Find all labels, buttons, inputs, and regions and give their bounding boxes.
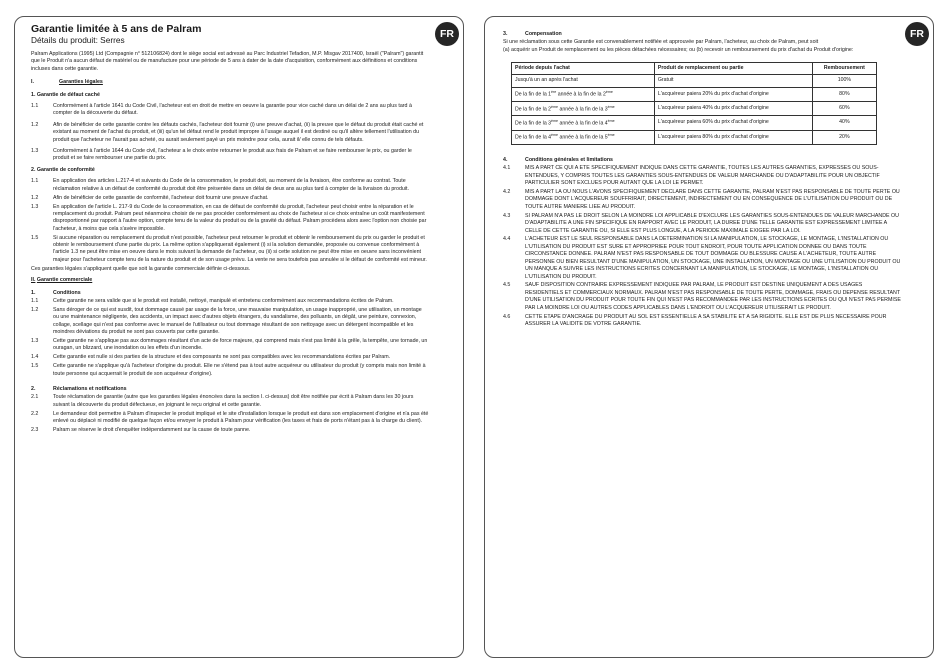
table-header-period: Période depuis l'achat [512,63,655,75]
language-badge: FR [435,22,459,46]
clause-number: 4.2 [503,189,511,196]
subsection-heading-hidden-defect: 1. Garantie de défaut caché [31,91,100,98]
table-cell-product: L'acquéreur paiera 80% du prix d'achat d'origine [654,130,812,144]
document-subtitle: Détails du produit: Serres [31,35,125,45]
clause-number: 1.5 [31,234,39,241]
clause [31,204,429,234]
subsection-heading-claims [31,386,429,393]
clause-number: 1.3 [31,148,39,155]
page-right [484,16,934,658]
section-title: Garanties légales [59,79,103,86]
table-row [512,101,877,115]
clause-number: 1.5 [31,363,39,370]
compensation-text-1: Si une réclamation sous cette Garantie est convenablement notifiée et approuvée par Palram, l'acheteur, au choix de Palram, peut soit [503,39,819,46]
clause-text: Le demandeur doit permettre à Palram d'inspecter le produit impliqué et le site d'installation lorsque le produit est dans son emplacement d'origine et n'a pas été enlevé ou déplacé ni modifié de quelque façon et/ou envoyer le produit à Palram pour vérification (les taxes et frais de ports n'étant pas à la charge du client). [53,410,429,425]
language-badge: FR [905,22,929,46]
section-title: Garantie commerciale [36,277,93,284]
clause [31,307,429,337]
table-cell-period: Jusqu'à un an après l'achat [512,75,655,87]
clause-text: Conformément à l'article 1641 du Code Civil, l'acheteur est en droit de mettre en oeuvre la garantie pour vice caché dans un délai de 2 ans au plus tard à compter de la découverte du défaut. [53,103,412,117]
clause-text: Cette garantie ne s'applique pas aux dommages résultant d'un acte de force majeure, qui comprend mais n'est pas limité à la grêle, la tempête, une tornade, un ouragan, un blizzard, une inondation ou les effets d'un incendie. [53,338,428,352]
table-cell-product: L'acquéreur paiera 40% du prix d'achat d'origine [654,101,812,115]
clause-text: Toute réclamation de garantie (autre que les garanties légales énoncées dans la section I. ci-dessus) doit être notifiée par écrit à Palram dans les 30 jours suivant la découverte du produit défectueux, en joignant le reçu original et cette garantie. [53,394,414,408]
subsection-number: 4. [503,156,508,163]
table-row [512,87,877,101]
clause [31,427,429,434]
clause [503,213,901,235]
subsection-number: 3. [503,31,508,37]
clause-text: MIS A PART CE QUI A ETE SPECIFIQUEMENT INDIQUE DANS CETTE GARANTIE, TOUTES LES AUTRES GARANTIES, EXPRESSES OU SOUS-ENTENDUES, Y COMPRIS TOUTES LES GARANTIES SOUS-ENTENDUES DE VALEUR MARCHANDE OU D'ADAPTABILITE POUR UN OBJECTIF PARTICULIER SONT EXCLUES POUR AUTANT QUE LA LOI LE PERMET. [525,165,880,187]
subsection-heading-conditions [31,290,429,297]
table-cell-refund: 40% [812,116,876,130]
clause [31,148,429,163]
table-cell-refund: 20% [812,130,876,144]
clause-text: Si aucune réparation ou remplacement du produit n'est possible, l'acheteur peut retourner le produit et obtenir le remboursement du prix ou garder le produit et obtenir le remboursement d'une partie du prix. La même option s'appliquerait également (i) si la solution demandée, proposée ou convenue conformément à l'article 1.3 ne peut être mise en oeuvre dans le mois suivant la demande de l'acheteur, ou (ii) si cette solution ne peut être mise en oeuvre sans inconvénient majeur pour l'acheteur compte tenu de la nature du produit et de son usage prévu. La vente ne sera toutefois pas annulée si le défaut de conformité est mineur. [53,234,427,263]
table-cell-refund: 60% [812,101,876,115]
subsection-number: 1. [31,289,36,296]
clause-text: Conformément à l'article 1644 du Code civil, l'acheteur a le choix entre retourner le produit aux frais de Palram et se faire rembourser le prix, ou garder le produit et se faire rembourser une partie du prix. [53,148,412,162]
clause-number: 2.3 [31,427,39,434]
clause [31,411,429,426]
clause-number: 4.3 [503,212,511,219]
clause-text: Sans déroger de ce qui est susdit, tout dommage causé par usage de la force, une mauvaise manipulation, un usage inapproprié, une utilisation, un montage ou une maintenance négligente, des accidents, un impact avec d'autres objets étrangers, du vandalisme, des polluants, un dégât, une peinture, connexion, collage, scellage qui n'est pas conforme avec le manuel de l'utilisateur ou tout dommage résultant de son nettoyage avec un détergent incompatible et les moindres déviations du produit ne sont pas couverts par cette garantie. [53,306,422,336]
clause-number: 1.1 [31,297,39,304]
clause-number: 1.2 [31,306,39,313]
table-header-row [512,63,877,75]
claims-clauses [31,394,429,434]
left-content [31,23,429,436]
clause-number: 4.5 [503,282,511,289]
clause [31,122,429,144]
subsection-title: Compensation [525,31,562,37]
clause-text: Cette garantie ne s'applique qu'à l'acheteur d'origine du produit. Elle ne s'étend pas à tout autre acquéreur ou utilisateur du produit (y compris mais non limité à toute personne qui acquerrait le produit de son acquéreur d'origine). [53,363,426,377]
clause-number: 1.1 [31,103,39,110]
clause-text: Afin de bénéficier de cette garantie de conformité, l'acheteur doit fournir une preuve d'achat. [53,194,269,201]
section-heading-commercial [31,277,429,284]
subsection-number: 2. [31,386,36,393]
clause [503,282,901,312]
clause-text: Cette garantie ne sera valide que si le produit est installé, nettoyé, manipulé et entretenu conformément aux recommandations écrites de Palram. [53,297,394,304]
clause [31,178,429,193]
intro-paragraph: Palram Applications (1995) Ltd (Compagnie n° 512106824) dont le siège social est adressé au Parc Industriel Tefadion, M.P. Misgav 2017400, Israël ("Palram") garantit que le Produit n'a aucun défaut de matériel ou de manufacture pour une période de 5 ans à dater de la date d'acquisition, conformément aux définitions et conditions incluses dans cette garantie. [31,51,424,72]
table-cell-product: L'acquéreur paiera 60% du prix d'achat d'origine [654,116,812,130]
clause-number: 1.3 [31,338,39,344]
clause-number: 4.1 [503,165,511,172]
clause [503,165,901,187]
clause-text: SAUF DISPOSITION CONTRAIRE EXPRESSEMENT INDIQUEE PAR PALRAM, LE PRODUIT EST DESTINE UNIQUEMENT A DES USAGES RESIDENTIELS ET COMMERCIAUX NORMAUX. PALRAM N'EST PAS RESPONSABLE DE TOUTE PERTE, DOMMAGE, FRAIS OU DEPENSE RESULTANT D'UNE UTILISATION DU PRODUIT POUR TOUTE FIN QUI N'EST PAS RECOMMANDEE PAR LES INSTRUCTIONS ECRITES OU QUI N'EST PAS PERMISE PAR LA MOINDRE LOI OU AUTRES CODES APPLICABLES DANS L'ENDROIT OU L'ACQUEREUR UTILISERAIT LE PRODUIT. [525,282,901,311]
clause-number: 4.6 [503,313,511,320]
clause [31,338,429,353]
table-cell-period: De la fin de la 2ème année à la fin de la 3ème [512,101,655,115]
table-cell-period: De la fin de la 3ème année à la fin de la 4ème [512,116,655,130]
table-cell-period: De la fin de la 1ère année à la fin de la 2ème [512,87,655,101]
table-cell-period: De la fin de la 4ème année à la fin de la 5ème [512,130,655,144]
clause [31,394,429,409]
clause-number: 1.2 [31,194,39,201]
clause-text: Palram se réserve le droit d'enquêter indépendamment sur la cause de toute panne. [53,427,251,434]
clause [503,189,901,211]
table-row [512,130,877,144]
clause-text: Afin de bénéficier de cette garantie contre les défauts cachés, l'acheteur doit fournir (i) une preuve d'achat, (ii) la preuve que le défaut du produit était caché et existant au moment de l'achat du produit, et (iii) qu'un tel défaut rend le produit impropre à l'usage auquel il est destiné ou qu'il altère tellement l'utilisation du produit que l'acheteur ne l'aurait pas acheté, ou aurait seulement payé un prix moindre pour cela, aurait il/ elle connu de tels défauts. [53,121,424,143]
section-number: I. [31,79,34,86]
table-row [512,75,877,87]
clause-text: CETTE ETAPE D'ANCRAGE DU PRODUIT AU SOL EST ESSENTIELLE A SA STABILITE ET A SA RIGIDITE. ELLE EST DE PLUS NECESSAIRE POUR ASSURER LA VALIDITE DE VOTRE GARANTIE. [525,313,887,327]
compensation-table [511,62,877,145]
legal-guarantees-footer: Ces garanties légales s'appliquent quelle que soit la garantie commerciale définie ci-dessous. [31,265,251,272]
page-left [14,16,464,658]
clause-number: 4.4 [503,236,511,243]
clause [503,236,901,280]
general-clauses [503,165,901,328]
subsection-title: Réclamations et notifications [53,386,127,393]
clause [31,354,429,361]
clause-number: 2.2 [31,410,39,417]
subsection-title: Conditions [53,289,81,296]
clause-text: Cette garantie est nulle si des parties de la structure et des composants ne sont pas compatibles avec les recommandations écrites par Palram. [53,354,391,361]
right-content [503,31,901,330]
table-cell-refund: 100% [812,75,876,87]
clause-text: En application des articles L.217-4 et suivants du Code de la consommation, le produit doit, au moment de la livraison, être conforme au contrat. Toute réclamation relative à un défaut de conformité du produit doit être présentée dans un délai de deux ans au plus tard à compter de la livraison du produit. [53,178,409,192]
table-cell-product: L'acquéreur paiera 20% du prix d'achat d'origine [654,87,812,101]
table-header-refund: Remboursement [812,63,876,75]
table-body [512,75,877,145]
clause [31,195,429,202]
clause-number: 2.1 [31,394,39,401]
clause-number: 1.4 [31,354,39,361]
table-header-product: Produit de remplacement ou partie [654,63,812,75]
clause [31,298,429,305]
clause [503,314,901,329]
clause [31,363,429,378]
clause-number: 1.2 [31,121,39,128]
subsection-heading-conformity: 2. Garantie de conformité [31,166,95,173]
conditions-clauses [31,298,429,378]
subsection-title: Conditions générales et limitations [525,156,614,163]
clause-number: 1.3 [31,203,39,210]
clause-number: 1.1 [31,178,39,185]
clause-text: MIS A PART LA OU NOUS L'AVONS SPECIFIQUEMENT DECLARE DANS CETTE GARANTIE, PALRAM N'EST PAS RESPONSABLE DE TOUTE PERTE OU DOMMAGE DONT L'ACQUEREUR SOUFFRIRAIT, DIRECTEMENT, INDIRECTEMENT OU EN CONSEQUENCE DE L'UTILISATION DU PRODUIT OU DE TOUTE AUTRE MANIERE LIEE AU PRODUIT. [525,189,900,210]
table-cell-refund: 80% [812,87,876,101]
clause-text: SI PALRAM N'A PAS LE DROIT SELON LA MOINDRE LOI APPLICABLE D'EXCLURE LES GARANTIES SOUS-ENTENDUES DE VALEUR MARCHANDE OU D'ADAPTABILITE A UNE FIN SPECIFIQUE EN RAPPORT AVEC LE PRODUIT, LA DUREE D'UNE TELLE GARANTIE EST EXPRESSEMENT LIMITEE A CELLE DE CETTE GARANTIE OU, SI ELLE EST PLUS LONGUE, A LA PERIODE MAXIMALE EXIGEE PAR LA LOI. [525,212,899,234]
hidden-defect-clauses [31,103,429,163]
table-row [512,116,877,130]
clause [31,103,429,118]
table-cell-product: Gratuit [654,75,812,87]
clause-text: En application de l'article L. 217-9 du Code de la consommation, en cas de défaut de conformité du produit, l'acheteur peut choisir entre la réparation et le remplacement du produit. Palram peut néanmoins choisir de ne pas procéder conformément au choix de l'acheteur si ce choix entraîne un coût manifestement disproportionné par rapport à l'autre option, compte tenu de la valeur du produit ou de la gravité du défaut. Palram procèdera alors avec l'option non choisie par l'acheteur, à moins que cela s'avère impossible. [53,203,427,232]
subsection-heading-compensation [503,31,901,38]
section-number: II. [31,277,36,284]
section-heading-legal [31,79,429,86]
subsection-heading-general [503,157,901,164]
conformity-clauses [31,178,429,264]
document-title: Garantie limitée à 5 ans de Palram [31,23,202,35]
clause [31,235,429,265]
compensation-text-2: (a) acquérir un Produit de remplacement ou les pièces détachées nécessaires; ou (b) recevoir un remboursement du prix d'achat du Produit d'origine: [503,46,854,53]
clause-text: L'ACHETEUR EST LE SEUL RESPONSABLE DANS LA DETERMINATION SI LA MANIPULATION, LE STOCKAGE, LE MONTAGE, L'INSTALLATION OU L'UTILISATION DU PRODUIT EST SURE ET APPROPRIEE POUR TOUT ENDROIT, POUR TOUTE APPLICATION DONNEE OU DANS TOUTE CIRCONSTANCE DONNEE. PALRAM N'EST PAS RESPONSABLE DE TOUT DOMMAGE OU BLESSURE CAUSE A L'ACHETEUR, TOUTE AUTRE PERSONNE OU BIEN RESULTANT D'UNE MANIPULATION, UN STOCKAGE, UNE INSTALLATION, UN MONTAGE OU UNE UTILISATION DU PRODUIT OU UN MANQUE A SUIVRE LES INSTRUCTIONS ECRITES CONCERNANT LA MANIPULATION, LE STOCKAGE, LE MONTAGE, L'INSTALLATION OU L'UTILISATION DU PRODUIT. [525,236,901,280]
